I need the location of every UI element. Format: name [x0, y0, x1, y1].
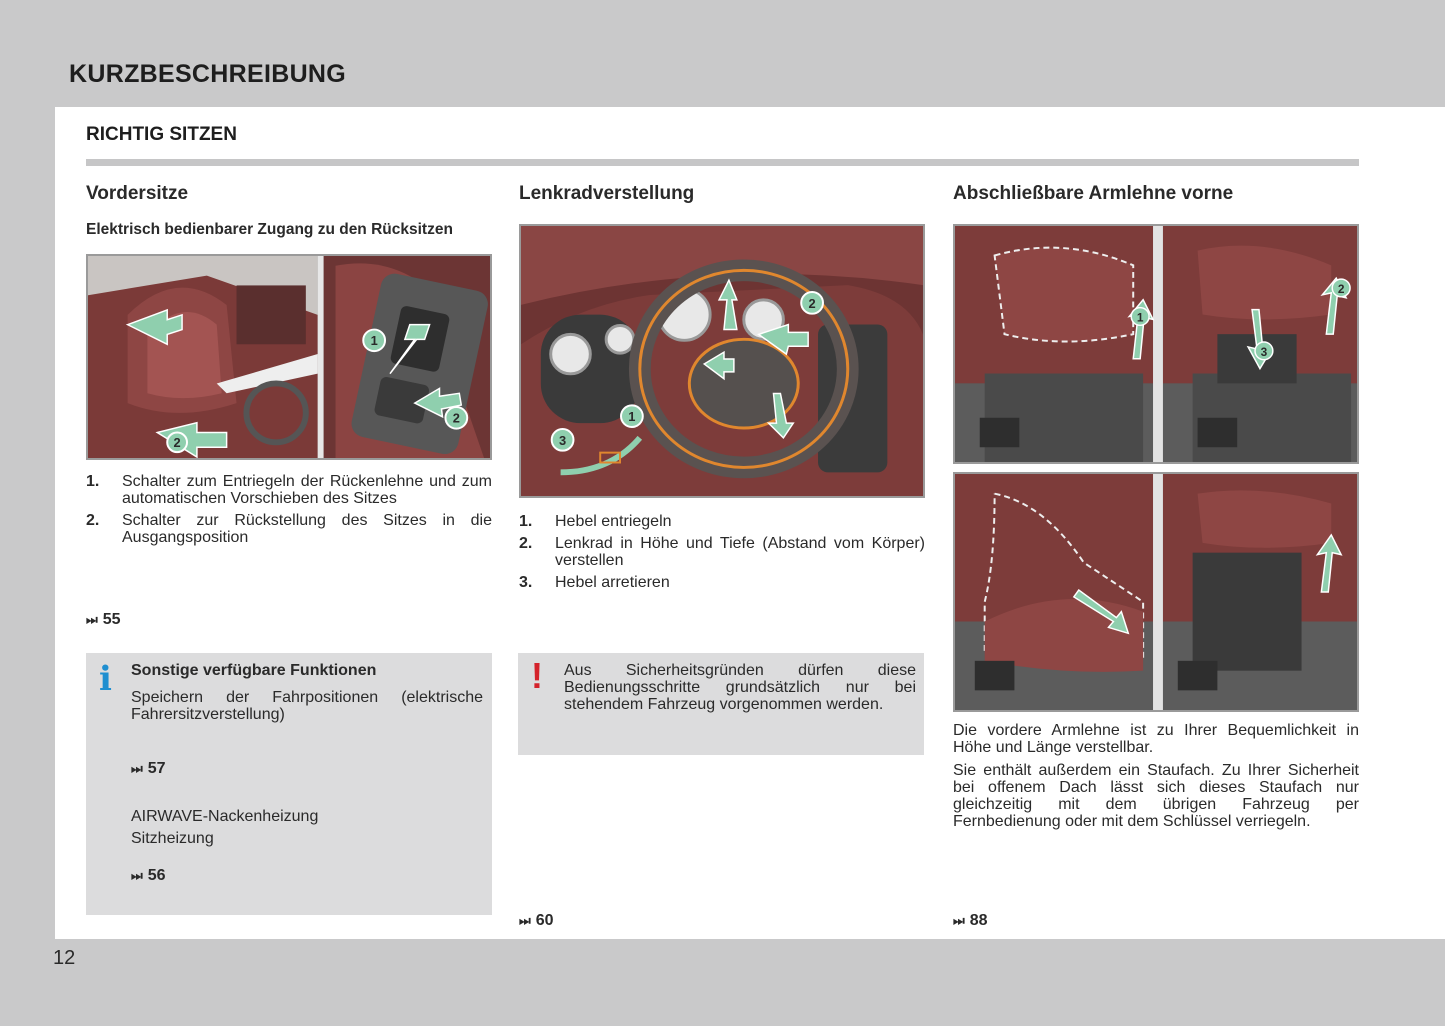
- warning-box: [518, 653, 924, 755]
- list-item: [86, 512, 492, 546]
- list-item: [86, 473, 492, 507]
- list-item-text: Lenkrad in Höhe und Tiefe (Abstand vom Körper) verstellen: [555, 535, 925, 569]
- page-reference-icon: ⏭: [86, 612, 98, 627]
- page-reference-icon: ⏭: [519, 913, 531, 928]
- section-divider: [86, 159, 1359, 166]
- list-item: [519, 574, 925, 591]
- seat-callout-2b: 2: [173, 435, 181, 451]
- list-item-text: Schalter zur Rückstellung des Sitzes in die Ausgangsposition: [122, 512, 492, 546]
- list-item: [519, 513, 925, 530]
- steering-callout-2: 2: [808, 295, 816, 311]
- seat-access-figure: [86, 254, 492, 460]
- list-item-text: Hebel arretieren: [555, 574, 670, 591]
- list-item-number: 3.: [519, 574, 533, 591]
- armrest-callout-1: 1: [1136, 310, 1144, 325]
- armrest-figure-bottom: [953, 472, 1359, 712]
- steering-page-ref[interactable]: ⏭ 60: [519, 912, 554, 929]
- armrest-text-1: Die vordere Armlehne ist zu Ihrer Bequemlichkeit in Höhe und Länge verstellbar.: [953, 722, 1359, 756]
- list-item-number: 1.: [86, 473, 100, 490]
- info-page-ref-1[interactable]: ⏭ 57: [131, 760, 166, 777]
- chapter-title: KURZBESCHREIBUNG: [69, 60, 347, 88]
- list-item-number: 1.: [519, 513, 533, 530]
- seats-title: Vordersitze: [86, 183, 189, 204]
- steering-callout-3: 3: [559, 432, 567, 448]
- list-item-text: Schalter zum Entriegeln der Rückenlehne und zum automatischen Vorschieben des Sitzes: [122, 473, 492, 507]
- info-icon: i: [99, 659, 112, 699]
- page-number: 12: [53, 947, 76, 969]
- info-box: [86, 653, 492, 915]
- list-item-number: 2.: [86, 512, 100, 529]
- list-item-text: Hebel entriegeln: [555, 513, 672, 530]
- info-text-airwave: AIRWAVE-Nackenheizung: [131, 808, 319, 825]
- seat-callout-2: 2: [452, 410, 460, 426]
- list-item: [519, 535, 925, 569]
- armrest-text-2: Sie enthält außerdem ein Staufach. Zu Ihrer Sicherheit bei offenem Dach lässt sich dieses Staufach nur gleichzeitig mit dem übrigen Fahrzeug per Fernbedienung oder mit dem Schlüssel verriegeln.: [953, 762, 1359, 830]
- seat-callout-1: 1: [370, 333, 378, 349]
- info-page-ref-2[interactable]: ⏭ 56: [131, 867, 166, 884]
- armrest-figure-top: [953, 224, 1359, 464]
- list-item-number: 2.: [519, 535, 533, 552]
- page-reference-icon: ⏭: [953, 913, 965, 928]
- armrest-title: Abschließbare Armlehne vorne: [953, 183, 1234, 204]
- info-text-heating: Sitzheizung: [131, 830, 214, 847]
- seats-subtitle: Elektrisch bedienbarer Zugang zu den Rücksitzen: [86, 221, 453, 238]
- warning-icon: !: [531, 655, 543, 696]
- armrest-callout-2: 2: [1337, 281, 1345, 296]
- armrest-page-ref[interactable]: ⏭ 88: [953, 912, 988, 929]
- armrest-callout-3: 3: [1260, 344, 1268, 359]
- steering-list: [519, 513, 925, 596]
- steering-figure: [519, 224, 925, 498]
- steering-title: Lenkradverstellung: [519, 183, 695, 204]
- page-reference-icon: ⏭: [131, 868, 143, 883]
- info-heading: Sonstige verfügbare Funktionen: [131, 662, 377, 679]
- page-reference-icon: ⏭: [131, 761, 143, 776]
- seats-list: [86, 473, 492, 551]
- warning-text: Aus Sicherheitsgründen dürfen diese Bedienungsschritte grundsätzlich nur bei stehendem Fahrzeug vorgenommen werden.: [564, 662, 916, 713]
- info-text-memory: Speichern der Fahrpositionen (elektrische Fahrersitzverstellung): [131, 689, 483, 723]
- section-title: RICHTIG SITZEN: [86, 124, 237, 145]
- seats-page-ref[interactable]: ⏭ 55: [86, 611, 121, 628]
- steering-callout-1: 1: [628, 409, 636, 425]
